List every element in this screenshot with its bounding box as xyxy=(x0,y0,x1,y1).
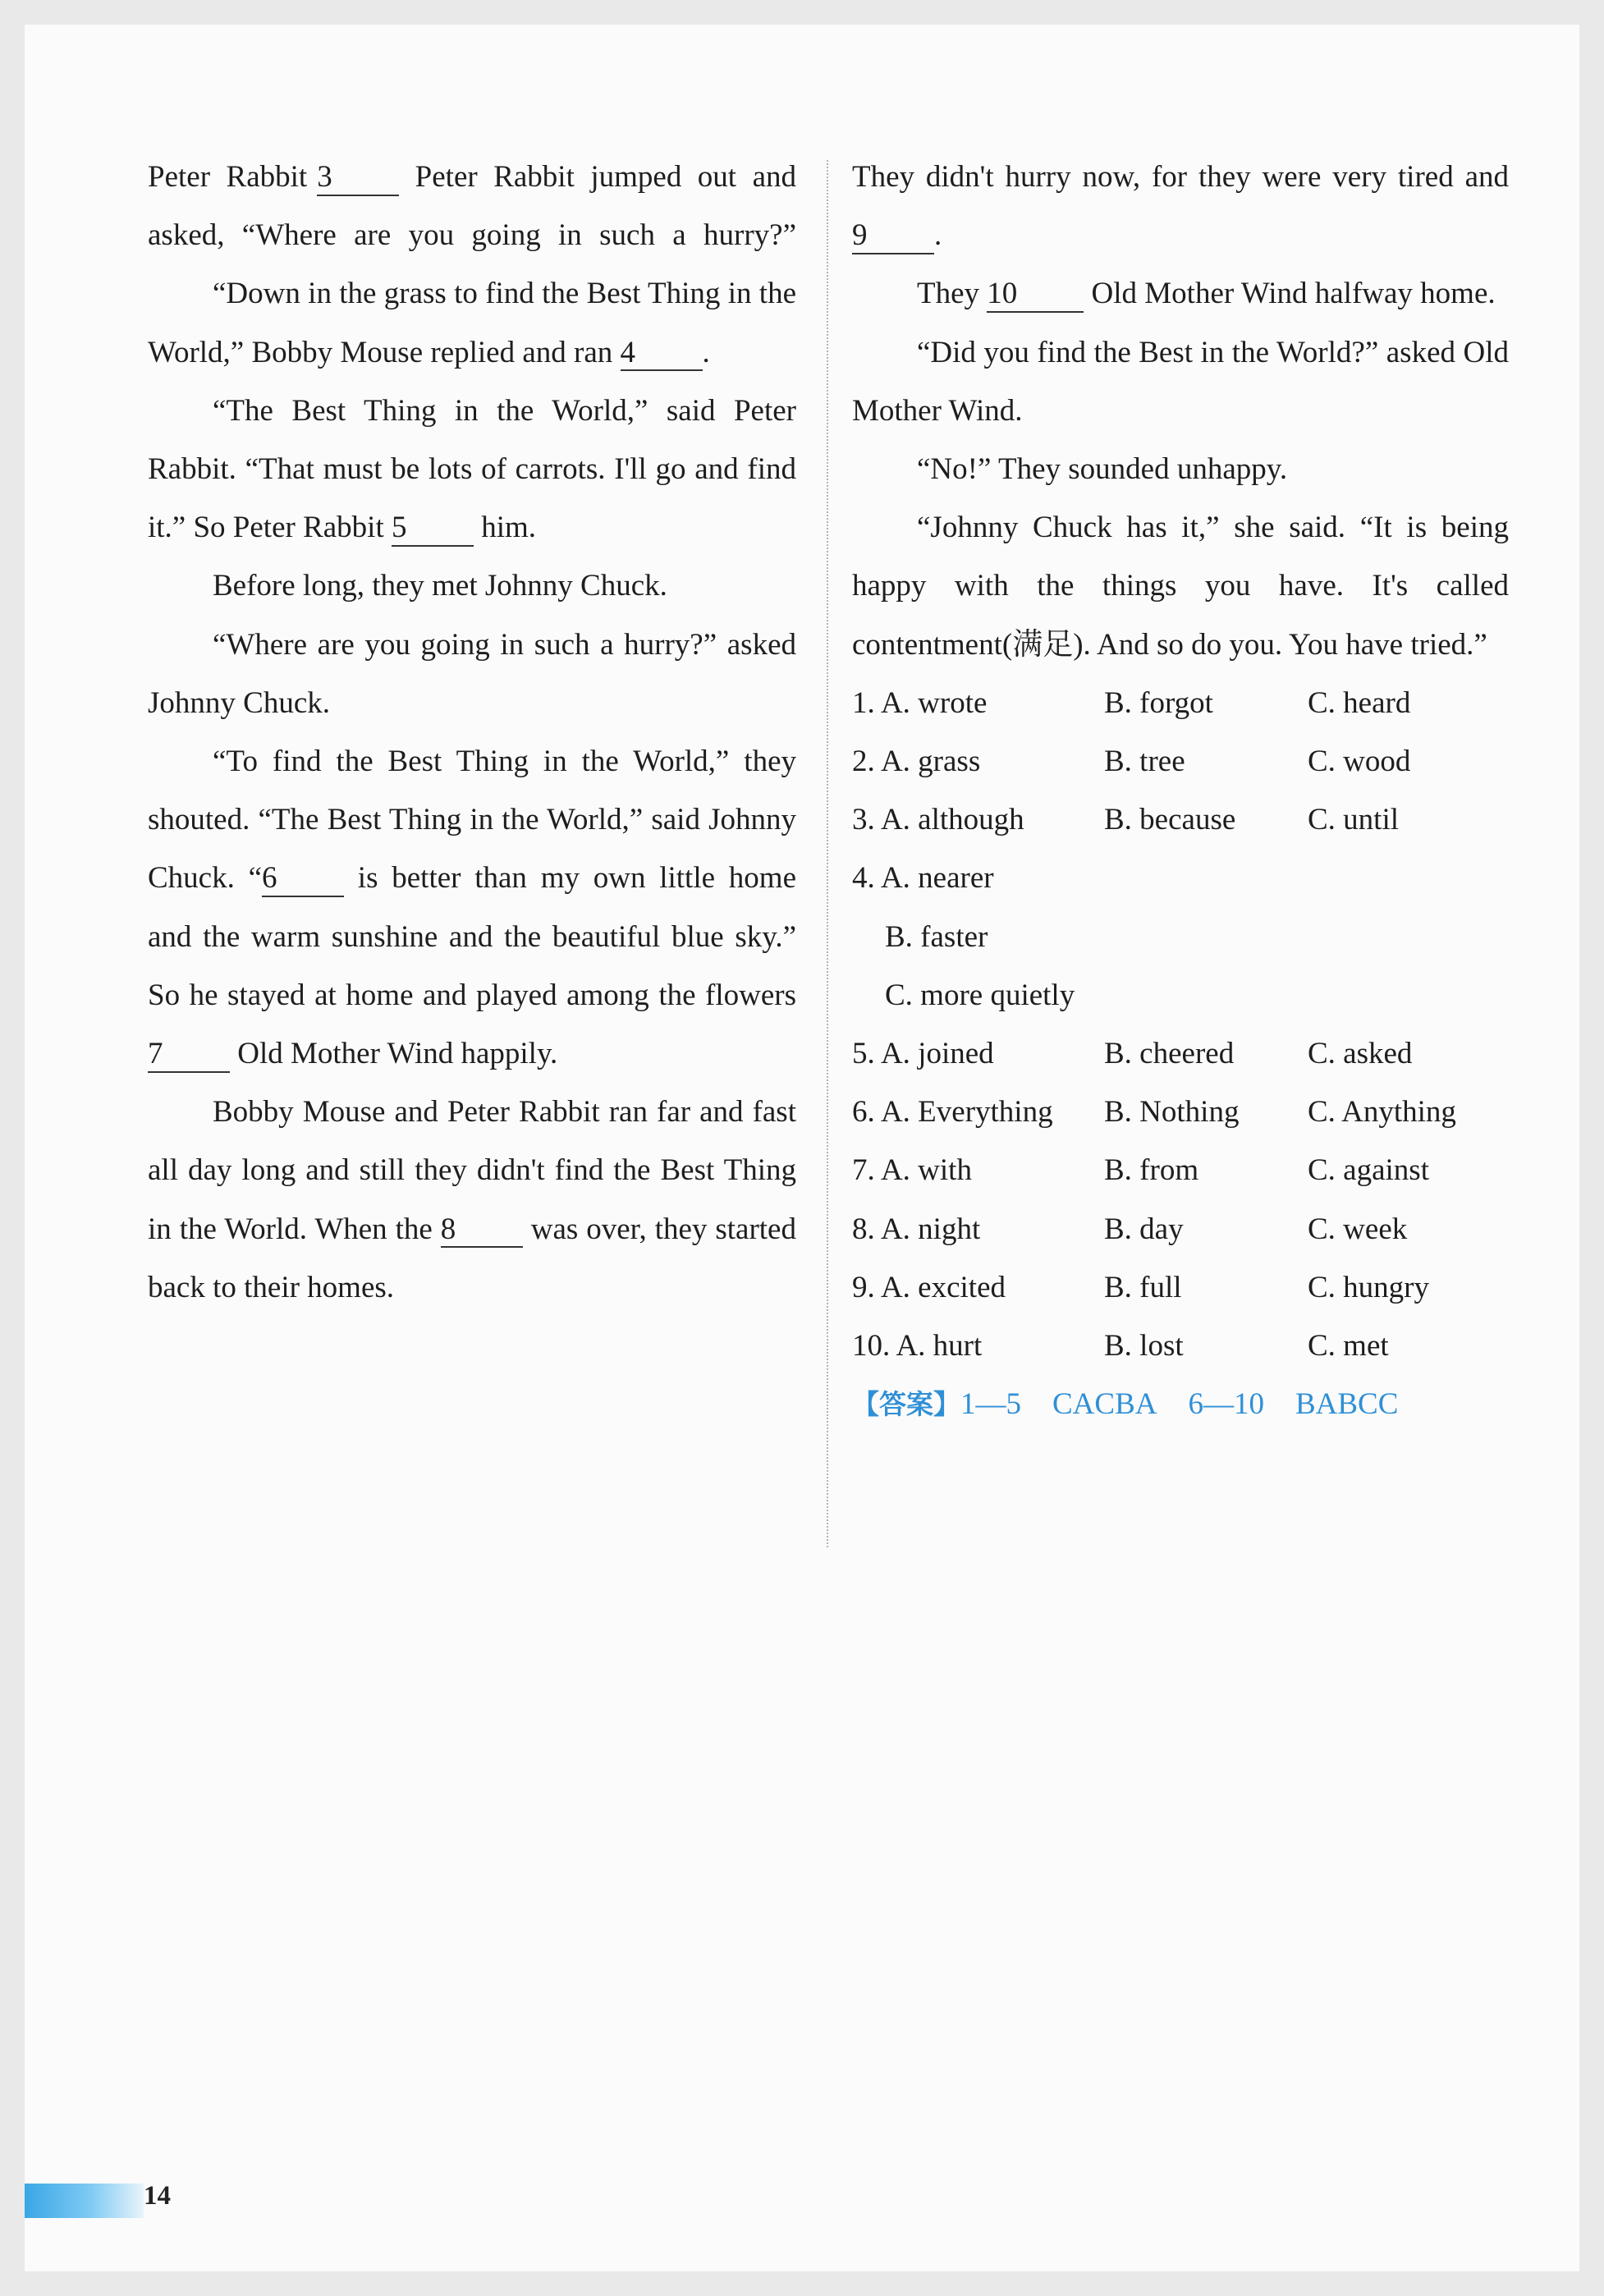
option-row xyxy=(852,1317,1509,1375)
passage-text: “The Best Thing in the World,” said Peter Rabbit. “That must be lots of carrots. I'll go and find it.” So Peter Rabbit xyxy=(148,393,796,545)
option-row xyxy=(852,1083,1509,1141)
passage-paragraph: Before long, they met Johnny Chuck. xyxy=(213,569,667,603)
passage-text: Peter Rabbit jumped out and asked, “Where are you going in such a hurry?” xyxy=(148,160,797,253)
option-c: C. until xyxy=(1308,803,1400,837)
option-a: 2. A. grass xyxy=(852,745,981,779)
options-list xyxy=(852,674,1509,1375)
footer-accent-bar xyxy=(25,2184,144,2218)
blank-7: 7 xyxy=(148,1038,230,1073)
option-b: B. lost xyxy=(1104,1328,1184,1363)
passage-text: “To find the Best Thing in the World,” they shouted. “The Best Thing in the World,” said Johnny Chuck. “ xyxy=(148,745,796,896)
option-row xyxy=(852,908,1509,966)
option-row xyxy=(852,674,1509,732)
passage-text: . xyxy=(702,335,710,369)
option-a: 10. A. hurt xyxy=(852,1328,983,1363)
passage-text: They xyxy=(917,277,988,311)
page xyxy=(25,25,1579,2271)
blank-6: 6 xyxy=(262,862,344,897)
option-c: C. more quietly xyxy=(885,978,1075,1012)
passage-text: They didn't hurry now, for they were very tired and xyxy=(852,160,1509,194)
passage-paragraph xyxy=(148,1083,796,1317)
passage-paragraph xyxy=(852,148,1509,264)
option-b: B. forgot xyxy=(1104,685,1213,720)
option-a: 1. A. wrote xyxy=(852,685,988,720)
passage-text: Bobby Mouse and Peter Rabbit ran far and fast all day long and still they didn't find the Best Thing in the World. When the xyxy=(148,1095,796,1246)
option-b: B. Nothing xyxy=(1104,1095,1240,1130)
option-a: 6. A. Everything xyxy=(852,1095,1053,1130)
option-a: 5. A. joined xyxy=(852,1036,994,1070)
option-c: C. asked xyxy=(1308,1036,1413,1070)
passage-paragraph xyxy=(148,732,796,1083)
option-row xyxy=(852,732,1509,791)
option-b: B. day xyxy=(1104,1212,1184,1246)
option-c: C. met xyxy=(1308,1328,1389,1363)
passage-paragraph xyxy=(148,382,796,557)
passage-paragraph: “Johnny Chuck has it,” she said. “It is being happy with the things you have. It's called contentment(满足). And so do you. You have tried.” xyxy=(852,511,1509,662)
passage-text: Peter Rabbit xyxy=(148,160,308,194)
answer-key xyxy=(852,1375,1509,1433)
option-c: C. wood xyxy=(1308,745,1411,779)
option-row xyxy=(852,849,1509,907)
column-divider xyxy=(827,160,828,1547)
right-column xyxy=(852,148,1509,1433)
blank-5: 5 xyxy=(392,511,474,547)
option-row xyxy=(852,1141,1509,1199)
blank-10: 10 xyxy=(987,277,1084,313)
passage-text: was over, they started back to their homes. xyxy=(148,1212,796,1304)
passage-paragraph xyxy=(852,264,1509,323)
blank-4: 4 xyxy=(621,337,703,372)
option-row xyxy=(852,1024,1509,1083)
option-c: C. hungry xyxy=(1308,1270,1429,1304)
answer-range: 6—10 xyxy=(1188,1387,1264,1422)
option-c: C. against xyxy=(1308,1153,1429,1188)
option-b: B. full xyxy=(1104,1270,1182,1304)
option-a: 9. A. excited xyxy=(852,1270,1006,1304)
blank-8: 8 xyxy=(441,1213,523,1249)
passage-paragraph: “Where are you going in such a hurry?” asked Johnny Chuck. xyxy=(148,627,796,720)
option-row xyxy=(852,966,1509,1024)
option-row xyxy=(852,1200,1509,1258)
option-row xyxy=(852,1258,1509,1317)
passage-text: . xyxy=(934,218,942,253)
blank-3: 3 xyxy=(317,161,399,196)
option-c: C. heard xyxy=(1308,685,1411,720)
answer-range: 1—5 xyxy=(960,1387,1021,1422)
passage-paragraph xyxy=(148,148,796,264)
answer-letters: BABCC xyxy=(1295,1387,1399,1422)
passage-text: him. xyxy=(474,511,537,545)
option-b: B. from xyxy=(1104,1153,1199,1188)
passage-paragraph xyxy=(148,264,796,381)
passage-text: Old Mother Wind halfway home. xyxy=(1084,277,1496,311)
option-a: 4. A. nearer xyxy=(852,861,994,896)
option-b: B. because xyxy=(1104,803,1236,837)
answer-tag: 【答案】 xyxy=(852,1388,960,1421)
option-b: B. cheered xyxy=(1104,1036,1235,1070)
option-c: C. week xyxy=(1308,1212,1408,1246)
passage-text: Old Mother Wind happily. xyxy=(230,1037,558,1071)
option-a: 8. A. night xyxy=(852,1212,981,1246)
option-c: C. Anything xyxy=(1308,1095,1456,1130)
option-row xyxy=(852,791,1509,849)
passage-text: is better than my own little home and the warm sunshine and the beautiful blue sky.” So he stayed at home and played among the flowers xyxy=(148,861,796,1012)
passage-text: “Down in the grass to find the Best Thing in the World,” Bobby Mouse replied and ran xyxy=(148,277,796,369)
option-a: 7. A. with xyxy=(852,1153,972,1188)
answer-letters: CACBA xyxy=(1052,1387,1157,1422)
left-column xyxy=(148,148,796,1317)
passage-paragraph: “No!” They sounded unhappy. xyxy=(917,452,1288,487)
option-b: B. faster xyxy=(885,919,988,954)
option-b: B. tree xyxy=(1104,745,1185,779)
passage-paragraph: “Did you find the Best in the World?” asked Old Mother Wind. xyxy=(852,335,1509,428)
option-a: 3. A. although xyxy=(852,803,1024,837)
page-number: 14 xyxy=(144,2181,171,2211)
blank-9: 9 xyxy=(852,219,934,254)
